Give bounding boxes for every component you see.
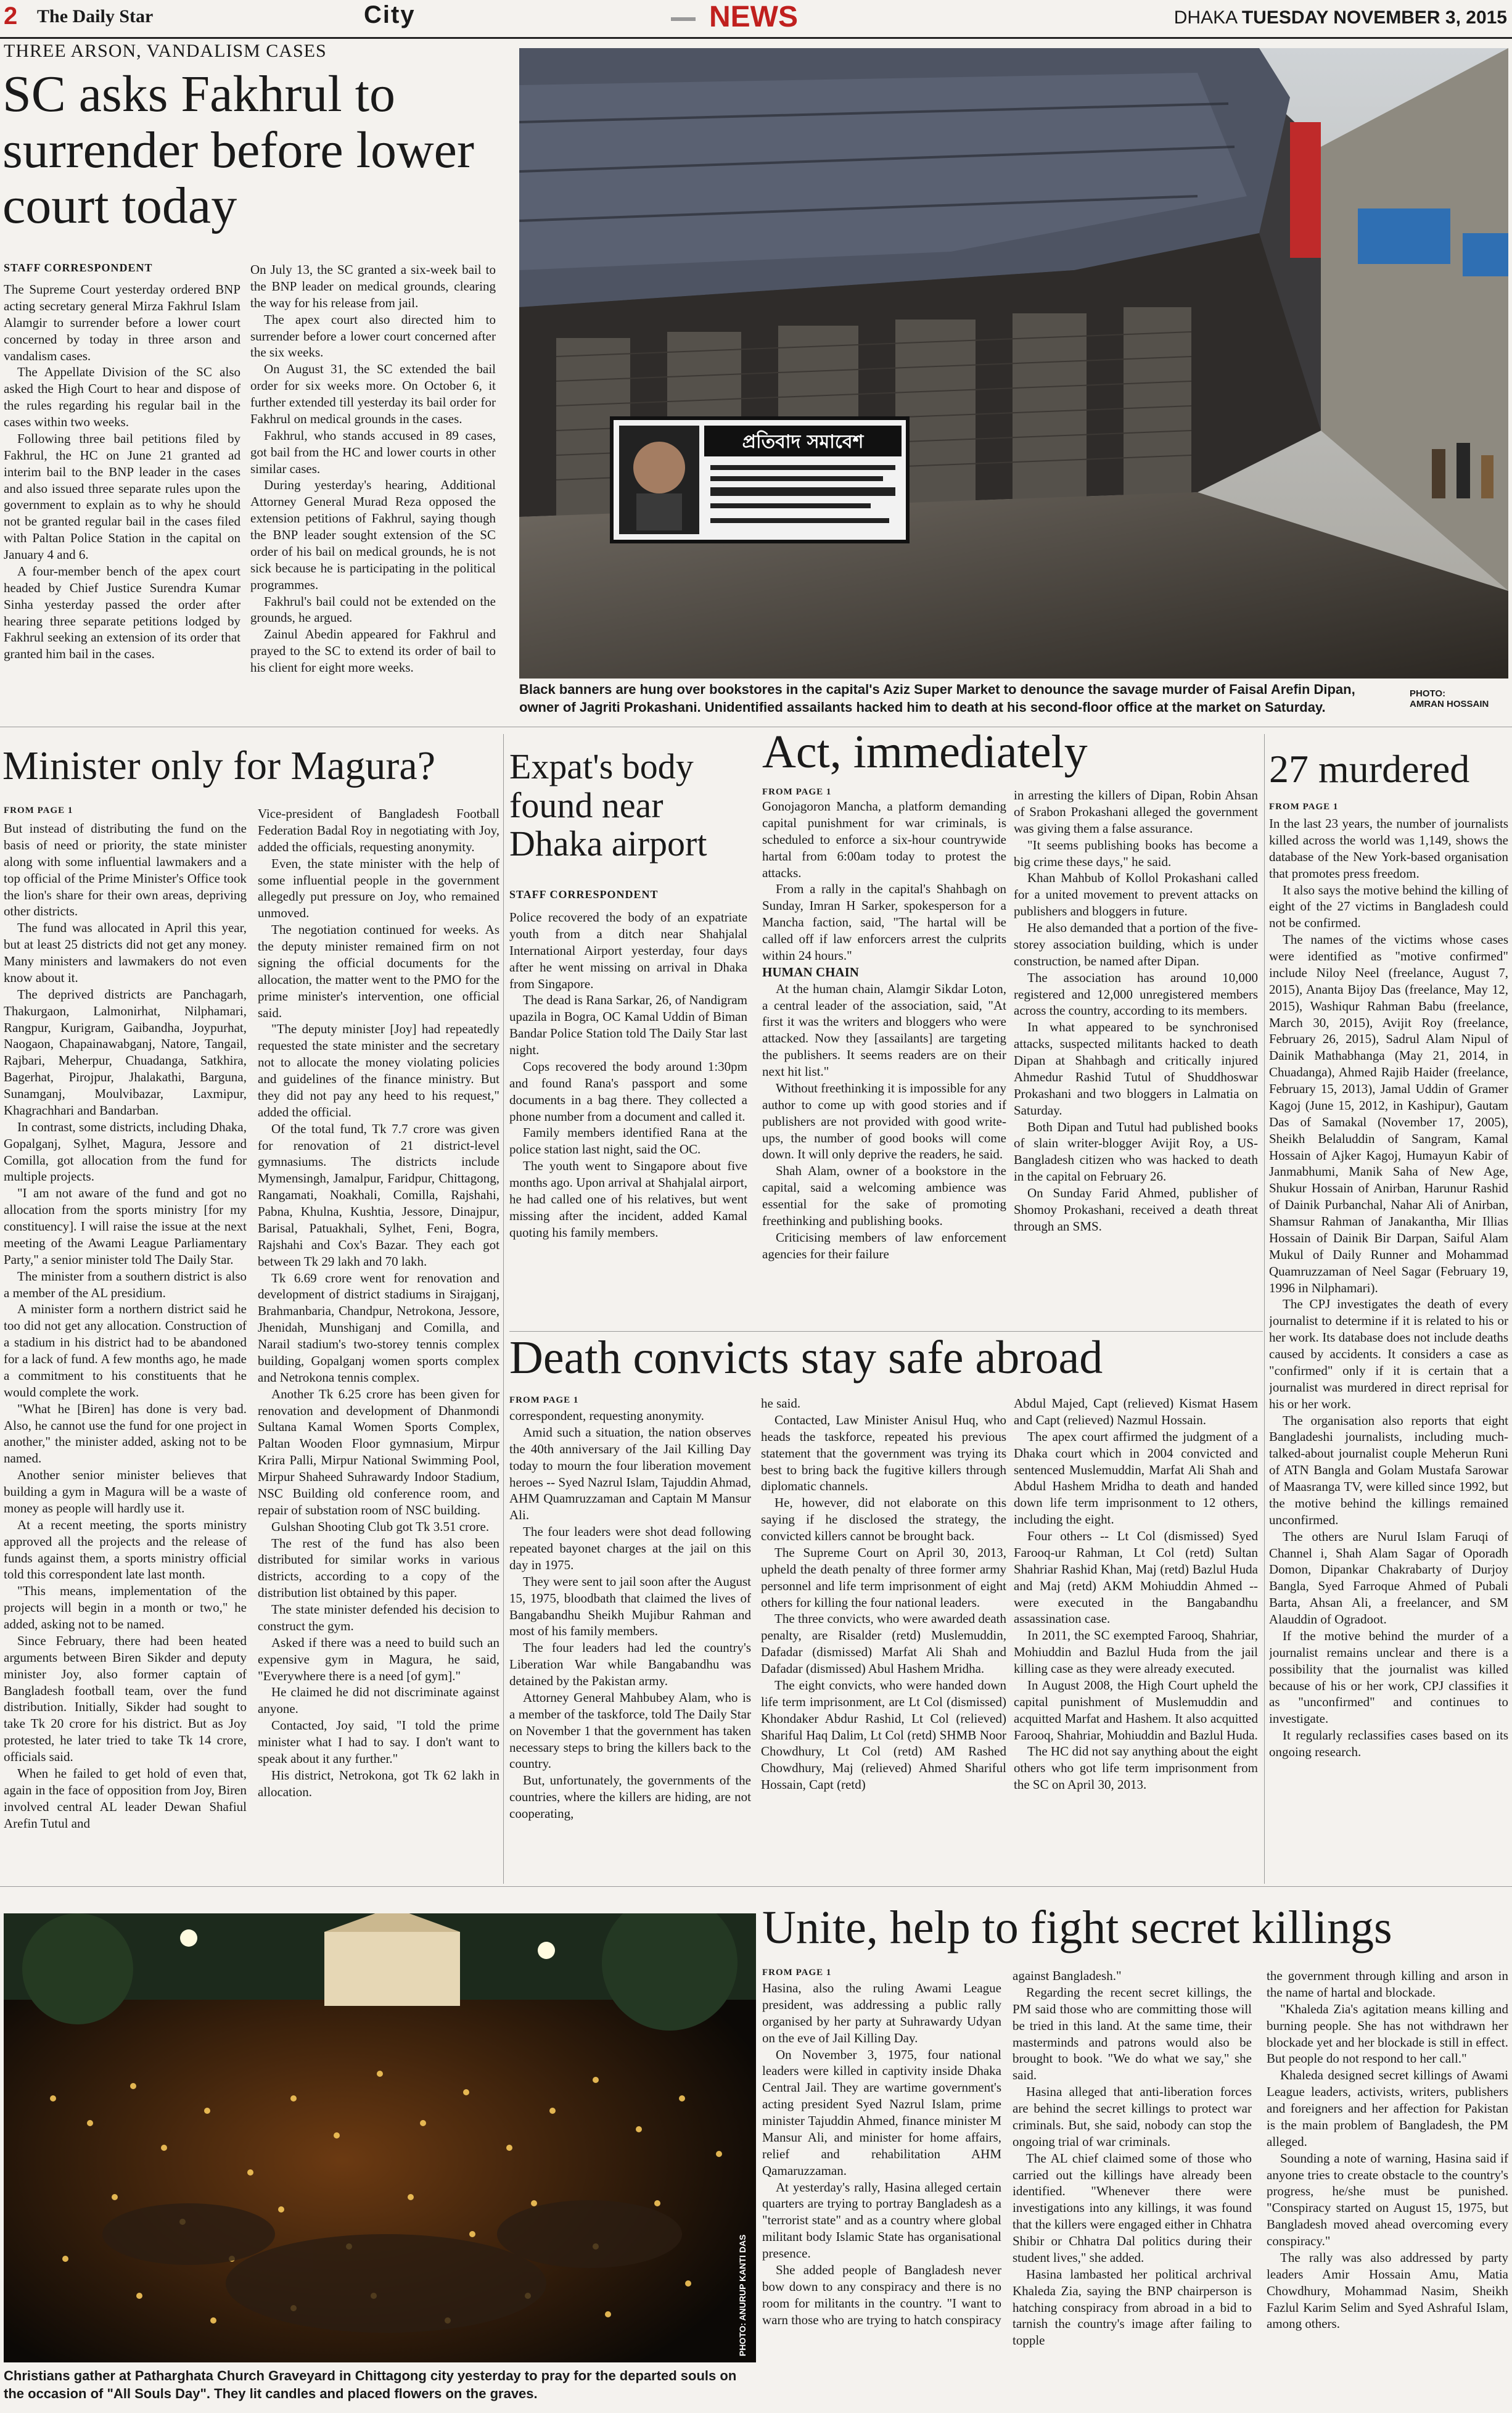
article-column bbox=[1013, 1968, 1252, 2409]
paragraph: Contacted, Joy said, "I told the prime minister what I had to say. I don't want to speak about it any further." bbox=[258, 1718, 499, 1766]
paragraph: "Khaleda Zia's agitation means killing and burning people. She has not withdrawn her blockade yet and her blockade is still in effect. But people do not respond to her call." bbox=[1267, 2001, 1508, 2066]
headline-27: 27 murdered bbox=[1269, 747, 1470, 791]
paragraph: "The deputy minister [Joy] had repeatedly requested the state minister and the secretary not to allocate the money violating policies and guidelines of the finance ministry. But they did not pay any heed to his request," added the official. bbox=[258, 1021, 499, 1120]
paragraph: Four others -- Lt Col (dismissed) Syed Farooq-ur Rahman, Lt Col (retd) Sultan Shahriar Rashid Khan, Maj (retd) Bazlul Huda and Maj (retd) AKM Mohiuddin Ahmed -- were executed in the Bangabandhu assassination case. bbox=[1014, 1528, 1258, 1627]
market-photo bbox=[519, 48, 1508, 679]
paragraph: Family members identified Rana at the police station last night, said the OC. bbox=[509, 1125, 747, 1157]
paragraph: During yesterday's hearing, Additional Attorney General Murad Reza opposed the extension petitions of Fakhrul, saying though the BNP leader sought extension of the SC order of his bail on medical grounds, he is not sick because he is participating in the political programmes. bbox=[250, 477, 496, 592]
paragraph: Since February, there had been heated arguments between Biren Sikder and deputy minister Joy, also former captain of Bangladesh football team, over the fund distribution. Initially, Sikder had sought to take Tk 20 crore for his district. But as Joy protested, he later tried to take Tk 14 crore, officials said. bbox=[4, 1633, 247, 1764]
paragraph: He, however, did not elaborate on this saying if he disclosed the strategy, the convicted killers cannot be brought back. bbox=[761, 1495, 1006, 1543]
paragraph: The eight convicts, who were handed down life term imprisonment, are Lt Col (dismissed) Khondaker Abdur Rashid, Lt Col (relieved) Shariful Haq Dalim, Lt Col (retd) SHMB Noor Chowdhury, Lt Col (retd) AM Rashed Chowdhury, Maj (relieved) Ahmed Shariful Hossain, Capt (retd) bbox=[761, 1677, 1006, 1792]
paragraph: Of the total fund, Tk 7.7 crore was given for renovation of 21 district-level gymnasiums. The districts include Mymensingh, Jamalpur, Faridpur, Chittagong, Rangamati, Noakhali, Comilla, Rajshahi, Pabna, Khulna, Kushtia, Jessore, Dinajpur, Barisal, Patuakhali, Sylhet, Feni, Bogra, Rajshahi and Cox's Bazar. They each got between Tk 29 lakh and 70 lakh. bbox=[258, 1121, 499, 1269]
paragraph: The minister from a southern district is also a member of the AL presidium. bbox=[4, 1268, 247, 1300]
paragraph: Khaleda designed secret killings of Awami League leaders, activists, writers, publishers and foreigners and her affection for Pakistan is the main problem of Bangladesh, the PM alleged. bbox=[1267, 2068, 1508, 2149]
paragraph: Criticising members of law enforcement agencies for their failure bbox=[762, 1229, 1006, 1261]
from-page: FROM PAGE 1 bbox=[762, 1968, 832, 1978]
paragraph: The others are Nurul Islam Faruqi of Channel i, Shah Alam Sagar of Oporadh Domon, Dipankar Chakrabarty of Durjoy Bangla, Syed Farroque Ahmed of Pubali Barta, Ahsan Ali, a freelancer, and SM Alauddin of Ogradoot. bbox=[1269, 1528, 1508, 1627]
article-column bbox=[4, 281, 240, 725]
paragraph: He also demanded that a portion of the five-storey association building, which is under construction, be named after Dipan. bbox=[1014, 920, 1258, 968]
paragraph: The four leaders had led the country's Liberation War while Bangabandhu was detained by the Pakistan army. bbox=[509, 1640, 751, 1688]
paragraph: On Sunday Farid Ahmed, publisher of Shomoy Prokashani, received a death threat through an SMS. bbox=[1014, 1186, 1258, 1234]
dateline-date: TUESDAY NOVEMBER 3, 2015 bbox=[1241, 7, 1507, 28]
paragraph: He claimed he did not discriminate against anyone. bbox=[258, 1685, 499, 1717]
paragraph: The Supreme Court on April 30, 2013, upheld the death penalty of three former army personnel and life term imprisonment of eight others for killing the four national leaders. bbox=[761, 1545, 1006, 1610]
photo-caption: Christians gather at Patharghata Church Graveyard in Chittagong city yesterday to pray for the departed souls on the occasion of "All Souls Day". They lit candles and placed flowers on the graves. bbox=[4, 2368, 737, 2401]
paragraph: Attorney General Mahbubey Alam, who is a member of the taskforce, told The Daily Star on November 1 that the government has taken necessary steps to bring the killers back to the country. bbox=[509, 1689, 751, 1772]
paragraph: Police recovered the body of an expatriate youth from a ditch near Shahjalal International Airport yesterday, four days after he went missing on arrival in Dhaka from Singapore. bbox=[509, 910, 747, 991]
paragraph: At a recent meeting, the sports ministry approved all the projects and the release of funds against them, a sports ministry official told this correspondent late last month. bbox=[4, 1517, 247, 1582]
photo-credit bbox=[1410, 688, 1508, 709]
paragraph: The rest of the fund has also been distributed for similar works in various districts, according to a copy of the distribution list obtained by this paper. bbox=[258, 1535, 499, 1601]
page-header bbox=[0, 0, 1512, 39]
paragraph: Shah Alam, owner of a bookstore in the capital, said a welcoming ambience was essential for the sake of promoting freethinking and publishing books. bbox=[762, 1163, 1006, 1228]
paragraph: The three convicts, who were awarded death penalty, are Risalder (retd) Muslemuddin, Dafadar (dismissed) Marfat Ali Shah and Dafadar (dismissed) Abul Hashem Mridha. bbox=[761, 1611, 1006, 1676]
paragraph: the government through killing and arson in the name of hartal and blockade. bbox=[1267, 1968, 1508, 2000]
paragraph: Cops recovered the body around 1:30pm and found Rana's passport and some documents in a bag there. They collected a phone number from a document and called it. bbox=[509, 1058, 747, 1124]
paragraph: "I am not aware of the fund and got no allocation from the sports ministry [for my constituency]. I will raise the issue at the next meeting of the Awami League Parliamentary Party," a senior minister told The Daily Star. bbox=[4, 1186, 247, 1267]
paragraph: Regarding the recent secret killings, the PM said those who are committing those will be tried in this land. At the same time, their masterminds and patrons would also be brought to book. "We do what we say," she said. bbox=[1013, 1984, 1252, 2083]
article-column bbox=[761, 1395, 1006, 1883]
paragraph: From a rally in the capital's Shahbagh on Sunday, Imran H Sarker, spokesperson for a Mancha faction, said, "The hartal will be called off if law enforcers arrest the culprits within 24 hours." bbox=[762, 881, 1006, 963]
paragraph: Gonojagoron Mancha, a platform demanding capital punishment for war criminals, is scheduled to enforce a six-hour countrywide hartal from 6:00am today to protest the attacks. bbox=[762, 799, 1006, 880]
paragraph: The Appellate Division of the SC also asked the High Court to hear and dispose of the rules regarding his regular bail in the cases within two weeks. bbox=[4, 365, 240, 429]
paragraph: The apex court also directed him to surrender before a lower court concerned after the six weeks. bbox=[250, 311, 496, 360]
section-name: City bbox=[364, 1, 416, 28]
paragraph: In 2011, the SC exempted Farooq, Shahriar, Mohiuddin and Bazlul Huda from the jail killing case as they were already executed. bbox=[1014, 1628, 1258, 1676]
paragraph: in arresting the killers of Dipan, Robin Ahsan of Srabon Prokashani alleged the government was giving them a false assurance. bbox=[1014, 788, 1258, 836]
paragraph: Hasina, also the ruling Awami League president, was addressing a public rally organised by her party at Suhrawardy Udyan on the eve of Jail Killing Day. bbox=[762, 1981, 1001, 2045]
paragraph: The names of the victims whose cases were identified as "motive confirmed" include Niloy Neel (freelance, August 7, 2015), Ananta Bijoy Das (freelance, May 12, 2015), Washiqur Rahman Babu (freelance, March 30, 2015), Avijit Roy (freelance, February 26, 2015), Sadrul Alam Nipul of Dainik Mathabhanga (May 21, 2014, in Chuadanga), Ahmed Rajib Haider (freelance, February 15, 2013), Jamal Uddin of Gramer Kagoj (June 15, 2012, in Kashipur), Gautam Das of Samakal (November 17, 2005), Sheikh Belaluddin of Sangram, Kamal Hossain of Ajker Kagoj, Humayun Kabir of Janmabhumi, Manik Saha of New Age, Shukur Hossain of Anirban, Harunur Rashid of Dainik Purbanchal, Nahar Ali of Anirban, Shamsur Rahman of Janakantha, Mir Illias Hossain of Dainik Bir Darpan, Saiful Alam Mukul of Daily Runner and Mohammad Quamruzzaman of Neel Sagar (February 19, 1996 in Nilphamari). bbox=[1269, 932, 1508, 1295]
column-rule bbox=[1264, 734, 1265, 1884]
page-number: 2 bbox=[4, 2, 18, 30]
article-column bbox=[4, 820, 247, 1883]
article-column bbox=[1014, 787, 1258, 1329]
paragraph: The CPJ investigates the death of every journalist to determine if it is related to his or her work. Its database does not include deaths caused by accidents. It considers a case as "confirmed" only if it is certain that a journalist was murdered in direct reprisal for his or her work. bbox=[1269, 1297, 1508, 1411]
headline-death: Death convicts stay safe abroad bbox=[509, 1332, 1103, 1384]
paragraph: The negotiation continued for weeks. As the deputy minister remained firm on not signing the official documents for the allocation, the matter went to the PMO for the prime minister's intervention, one official said. bbox=[258, 922, 499, 1020]
paragraph: On July 13, the SC granted a six-week bail to the BNP leader on medical grounds, clearing the way for his release from jail. bbox=[250, 262, 496, 310]
headline-expat: Expat's body found near Dhaka airport bbox=[509, 746, 707, 864]
paragraph: Sounding a note of warning, Hasina said if anyone tries to create obstacle to the country's progress, he/she must be punished. "Conspiracy started on August 15, 1975, but Bangladesh moved ahead overcoming every conspiracy." bbox=[1267, 2150, 1508, 2248]
paragraph: The dead is Rana Sarkar, 26, of Nandigram upazila in Bogra, OC Kamal Uddin of Biman Bandar Police Station told The Daily Star last night. bbox=[509, 992, 747, 1057]
article-column bbox=[250, 262, 496, 725]
news-label: NEWS bbox=[709, 1, 798, 33]
paragraph: The apex court affirmed the judgment of a Dhaka court which in 2004 convicted and sentenced Muslemuddin, Marfat Ali Shah and Abdul Hashem Mridha to death and handed down life term imprisonment to 12 others, including the eight. bbox=[1014, 1429, 1258, 1527]
photo-caption: Black banners are hung over bookstores in the capital's Aziz Super Market to denounce the savage murder of Faisal Arefin Dipan, owner of Jagriti Prokashani. Unidentified assailants hacked him to death at his second-floor office at the market on Saturday. bbox=[519, 682, 1355, 715]
photo-graveyard bbox=[4, 1913, 756, 2362]
paragraph: In the last 23 years, the number of journalists killed across the world was 1,149, shows the database of the New York-based organisation that promotes press freedom. bbox=[1269, 816, 1508, 881]
divider bbox=[0, 1886, 1512, 1887]
paragraph: Both Dipan and Tutul had published books of slain writer-blogger Avijit Roy, a US-Bangladesh citizen who was hacked to death in the capital on February 26. bbox=[1014, 1119, 1258, 1184]
paragraph: Vice-president of Bangladesh Football Federation Badal Roy in negotiating with Joy, added the officials, requesting anonymity. bbox=[258, 806, 499, 854]
paragraph: Contacted, Law Minister Anisul Huq, who heads the taskforce, repeated his previous statement that the government was trying its best to bring back the fugitive killers through diplomatic channels. bbox=[761, 1412, 1006, 1494]
paragraph: But instead of distributing the fund on the basis of need or priority, the state minister along with some influential lawmakers and a top official of the Prime Minister's Office took the lion's share for their own areas, depriving other districts. bbox=[4, 821, 247, 919]
paragraph: "This means, implementation of the projects will begin in a month or two," he added, asking not to be named. bbox=[4, 1583, 247, 1631]
paragraph: A minister form a northern district said he too did not get any allocation. Construction of a stadium in his district had to be abandoned for a lack of fund. A few months ago, he made a commitment to his constituents that he would complete the work. bbox=[4, 1301, 247, 1400]
paragraph: Khan Mahbub of Kollol Prokashani called for a united movement to prevent attacks on publishers and bloggers in future. bbox=[1014, 870, 1258, 919]
article-column bbox=[762, 1980, 1001, 2409]
paragraph: The deprived districts are Panchagarh, Thakurgaon, Lalmonirhat, Nilphamari, Rangpur, Kurigram, Gaibandha, Joypurhat, Naogaon, Chapainawabganj, Natore, Tangail, Rajbari, Meherpur, Chuadanga, Satkhira, Bagerhat, Pirojpur, Jhalakathi, Barguna, Sunamganj, Moulvibazar, Laxmipur, Khagrachhari and Bandarban. bbox=[4, 986, 247, 1118]
black-banner bbox=[612, 418, 908, 542]
from-page: FROM PAGE 1 bbox=[762, 787, 832, 797]
paragraph: correspondent, requesting anonymity. bbox=[509, 1408, 704, 1423]
headline-act: Act, immediately bbox=[762, 726, 1088, 778]
paragraph: The fund was allocated in April this year, but at least 25 districts did not get any money. Many ministers and lawmakers do not even know about it. bbox=[4, 920, 247, 985]
column-rule bbox=[503, 734, 504, 1884]
paragraph: Following three bail petitions filed by Fakhrul, the HC on June 21 granted ad interim bail to the BNP leader in the cases and also issued three separate rules upon the government to explain as to why he should not be granted regular bail in the cases filed with Paltan Police Station in the capital on January 4 and 6. bbox=[4, 431, 240, 562]
header-divider bbox=[671, 17, 696, 21]
paragraph: Asked if there was a need to build such an expensive gym in Magura, he said, "Everywhere there is a need [of gym]." bbox=[258, 1635, 499, 1683]
paragraph: But, unfortunately, the governments of the countries, where the killers are hiding, are not cooperating, bbox=[509, 1773, 751, 1821]
paragraph: At the human chain, Alamgir Sikdar Loton, a central leader of the association, said, "At first it was the writers and bloggers who were attacked. Now they [assailants] are targeting the publishers. It seems readers are on their next hit list." bbox=[762, 981, 1006, 1079]
article-column bbox=[1269, 815, 1508, 1883]
dateline bbox=[1174, 7, 1507, 28]
paragraph: The rally was also addressed by party leaders Amir Hossain Amu, Matia Chowdhury, Mohammad Nasim, Sheikh Fazlul Karim Selim and Syed Ashraful Islam, among others. bbox=[1267, 2250, 1508, 2332]
paragraph: His district, Netrokona, got Tk 62 lakh in allocation. bbox=[258, 1767, 499, 1799]
from-page: FROM PAGE 1 bbox=[1269, 802, 1339, 812]
byline: STAFF CORRESPONDENT bbox=[4, 262, 153, 274]
paragraph: against Bangladesh." bbox=[1013, 1968, 1122, 1983]
paragraph: Even, the state minister with the help of some influential people in the government allegedly put pressure on Joy, who remained unmoved. bbox=[258, 856, 499, 921]
paragraph: In August 2008, the High Court upheld the capital punishment of Muslemuddin and acquitted Marfat and Hashem. It also acquitted Farooq, Shahriar, Mohiuddin and Bazlul Huda. bbox=[1014, 1677, 1258, 1743]
paragraph: Another senior minister believes that building a gym in Magura will be a waste of money as people will hardly use it. bbox=[4, 1467, 247, 1516]
from-page: FROM PAGE 1 bbox=[509, 1395, 579, 1405]
article-column bbox=[509, 1408, 751, 1883]
headline-fakhrul: SC asks Fakhrul to surrender before lower court today bbox=[2, 65, 474, 235]
paragraph: The Supreme Court yesterday ordered BNP acting secretary general Mirza Fakhrul Islam Alamgir to surrender before a lower court concerned by today in three arson and vandalism cases. bbox=[4, 282, 240, 363]
paragraph: "What he [Biren] has done is very bad. Also, he cannot use the fund for one project in another," the minister added, asking not to be named. bbox=[4, 1401, 247, 1466]
photo-credit: PHOTO: ANURUP KANTI DAS bbox=[738, 2234, 747, 2356]
paragraph: Amid such a situation, the nation observes the 40th anniversary of the Jail Killing Day today to mourn the four liberation movement heroes -- Syed Nazrul Islam, Tajuddin Ahmad, AHM Quamruzzaman and Captain M Mansur Ali. bbox=[509, 1424, 751, 1523]
masthead-logo: The Daily Star bbox=[37, 6, 154, 27]
paragraph: Abdul Majed, Capt (relieved) Kismat Hasem and Capt (relieved) Nazmul Hossain. bbox=[1014, 1396, 1258, 1427]
paragraph: The state minister defended his decision to construct the gym. bbox=[258, 1602, 499, 1633]
paragraph: She added people of Bangladesh never bow down to any conspiracy and there is no room for militants in the country. "I want to warn those who are trying to hatch conspiracy bbox=[762, 2262, 1001, 2327]
paragraph: At yesterday's rally, Hasina alleged certain quarters are trying to portray Bangladesh as a "terrorist state" and as a country where global militant body Islamic State has organisational presence. bbox=[762, 2179, 1001, 2261]
article-column bbox=[1267, 1968, 1508, 2409]
paragraph: The association has around 10,000 registered and 12,000 unregistered members across the country, according to its members. bbox=[1014, 970, 1258, 1018]
paragraph: Zainul Abedin appeared for Fakhrul and prayed to the SC to extend its order of bail to his client for eight more weeks. bbox=[250, 627, 496, 675]
paragraph: They were sent to jail soon after the August 15, 1975, bloodbath that claimed the lives of Bangabandhu Sheikh Mujibur Rahman and most of his family members. bbox=[509, 1574, 751, 1639]
paragraph: Without freethinking it is impossible for any author to come up with good stories and if publishers are not provided with good write-ups, the number of good books will come down. It will only deprive the readers, he said. bbox=[762, 1080, 1006, 1162]
article-column bbox=[1014, 1395, 1258, 1883]
graveyard-photo bbox=[4, 1913, 756, 2362]
paragraph: he said. bbox=[761, 1396, 801, 1411]
paragraph: When he failed to get hold of even that, again in the face of opposition from Joy, Biren involved central AL leader Dewan Shafiul Arefin Tutul and bbox=[4, 1765, 247, 1831]
paragraph: Fakhrul, who stands accused in 89 cases, got bail from the HC and lower courts in other similar cases. bbox=[250, 427, 496, 476]
photo-credit-label: PHOTO: bbox=[1410, 688, 1446, 699]
photo-credit-name: AMRAN HOSSAIN bbox=[1410, 699, 1489, 709]
paragraph: In what appeared to be synchronised attacks, suspected militants hacked to death Dipan at Shahbagh and critically injured Ahmedur Rashid Tutul of Shuddhoswar Prokashani and two bloggers in Lalmatia on Saturday. bbox=[1014, 1020, 1258, 1118]
banner-title: প্রতিবাদ সমাবেশ bbox=[742, 431, 864, 453]
paragraph: The AL chief claimed some of those who carried out the killings have already been identified. "Whenever there were investigations into any killings, it was found that the killers were engaged either in Chhatra Shibir or Chhatra Dal politics during their student lives," she added. bbox=[1013, 2150, 1252, 2265]
dateline-city: DHAKA bbox=[1173, 7, 1237, 28]
paragraph: The youth went to Singapore about five months ago. Upon arrival at Shahjalal airport, he had called one of his relatives, but went missing after the incident, added Kamal quoting his family members. bbox=[509, 1158, 747, 1240]
paragraph: Fakhrul's bail could not be extended on the grounds, he argued. bbox=[250, 593, 496, 625]
paragraph: Hasina lambasted her political archrival Khaleda Zia, saying the BNP chairperson is hatching conspiracy from abroad in a bid to tarnish the country's image after failing to topple bbox=[1013, 2266, 1252, 2348]
paragraph: In contrast, some districts, including Dhaka, Gopalganj, Sylhet, Magura, Jessore and Comilla, got allocation from the fund for multiple projects. bbox=[4, 1119, 247, 1184]
paragraph: Gulshan Shooting Club got Tk 3.51 crore. bbox=[271, 1519, 490, 1534]
paragraph: Hasina alleged that anti-liberation forces are behind the secret killings to protect war criminals. But, she said, nobody can stop the ongoing trial of war criminals. bbox=[1013, 2084, 1252, 2149]
headline-minister: Minister only for Magura? bbox=[2, 743, 435, 788]
paragraph: A four-member bench of the apex court headed by Chief Justice Surendra Kumar Sinha yesterday passed the order after hearing three separate petitions lodged by Fakhrul seeking an extension of its order that granted him bail in the cases. bbox=[4, 563, 240, 662]
article-column bbox=[258, 806, 499, 1883]
photo-market bbox=[519, 48, 1508, 679]
kicker: THREE ARSON, VANDALISM CASES bbox=[4, 41, 327, 61]
paragraph: "It seems publishing books has become a big crime these days," he said. bbox=[1014, 837, 1258, 869]
paragraph: The four leaders were shot dead following repeated bayonet charges at the jail on this day in 1975. bbox=[509, 1524, 751, 1572]
article-column bbox=[509, 909, 747, 1329]
paragraph: The organisation also reports that eight Bangladeshi journalists, including much-talked-about journalist couple Meherun Runi of ATN Bangla and Golam Mustafa Sarowar of Maasranga TV, were killed since 1992, but the motive behind the killings remained unconfirmed. bbox=[1269, 1413, 1508, 1527]
paragraph: On November 3, 1975, four national leaders were killed in captivity inside Dhaka Central Jail. They are wartime government's acting president Syed Nazrul Islam, prime minister Tajuddin Ahmed, finance minister M Mansur Ali, and minister for home affairs, relief and rehabilitation AHM Qamaruzzaman. bbox=[762, 2047, 1001, 2178]
from-page: FROM PAGE 1 bbox=[4, 806, 73, 815]
paragraph: If the motive behind the murder of a journalist remains unclear and there is a possibility that the journalist was killed because of his or her work, CPJ classifies it as "unconfirmed" and continues to investigate. bbox=[1269, 1628, 1508, 1726]
paragraph: It regularly reclassifies cases based on its ongoing research. bbox=[1269, 1728, 1508, 1759]
paragraph: It also says the motive behind the killing of eight of the 27 victims in Bangladesh could not be confirmed. bbox=[1269, 882, 1508, 931]
paragraph: HUMAN CHAIN bbox=[762, 964, 859, 980]
byline: STAFF CORRESPONDENT bbox=[509, 888, 659, 901]
paragraph: Tk 6.69 crore went for renovation and development of district stadiums in Sirajganj, Brahmanbaria, Chandpur, Netrokona, Jessore, Jhenidah, Munshiganj and Comilla, and Narail stadium's two-storey tennis complex building, Gopalganj women sports complex and Netrokona tennis complex. bbox=[258, 1270, 499, 1385]
paragraph: Another Tk 6.25 crore has been given for renovation and development of Dhanmondi Sultana Kamal Women Sports Complex, Paltan Wooden Floor gymnasium, Mirpur Krira Palli, Mirpur National Swimming Pool, Mirpur Shaheed Suhrawardy Indoor Stadium, NSC Building old conference room, and repair of substation room of NSC building. bbox=[258, 1386, 499, 1517]
headline-unite: Unite, help to fight secret killings bbox=[762, 1902, 1392, 1953]
paragraph: On August 31, the SC extended the bail order for six weeks more. On October 6, it further extended till yesterday its bail order for Fakhrul on medical grounds in the cases. bbox=[250, 361, 496, 426]
paragraph: The HC did not say anything about the eight others who got life term imprisonment from the SC on April 30, 2013. bbox=[1014, 1744, 1258, 1792]
article-column bbox=[762, 798, 1006, 1329]
